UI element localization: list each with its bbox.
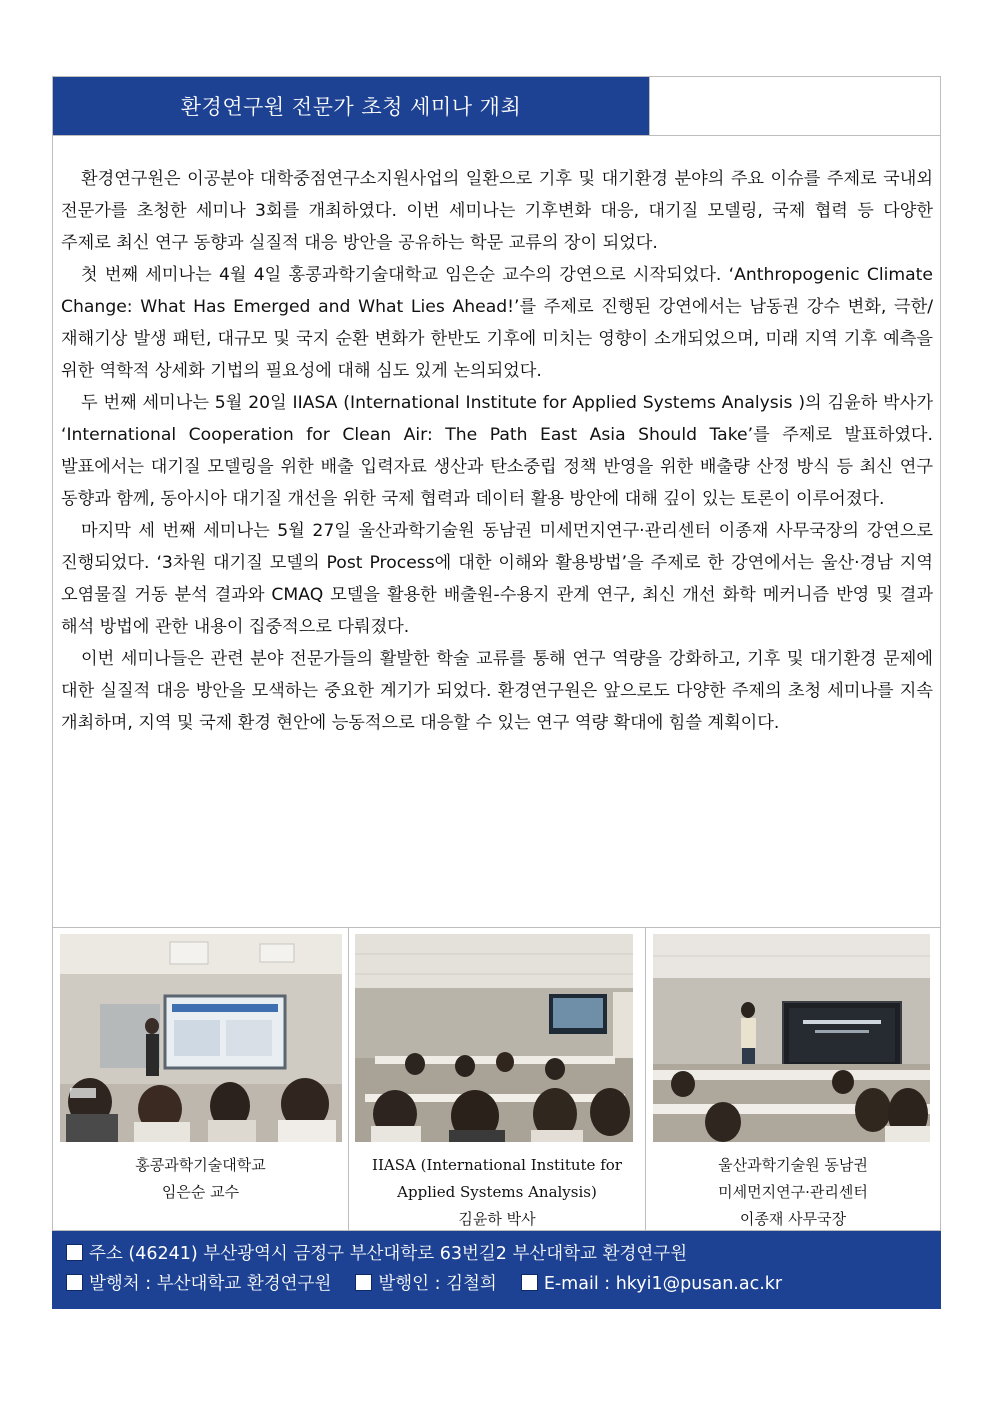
photo-caption-2 xyxy=(349,1152,645,1233)
photo-caption-3 xyxy=(646,1152,940,1233)
caption-line: 이종재 사무국장 xyxy=(739,1210,847,1228)
seminar-photo-1 xyxy=(60,934,342,1142)
caption-line: 울산과학기술원 동남권 xyxy=(718,1156,868,1174)
article-body xyxy=(61,163,933,739)
newsletter-frame xyxy=(52,76,941,1231)
square-bullet-icon xyxy=(355,1274,372,1291)
caption-line: Applied Systems Analysis) xyxy=(397,1183,597,1201)
photo-cell-2 xyxy=(349,928,646,1231)
footer-info-line xyxy=(66,1269,927,1299)
caption-line: 김윤하 박사 xyxy=(458,1210,536,1228)
caption-line: 임은순 교수 xyxy=(161,1183,240,1201)
square-bullet-icon xyxy=(66,1244,83,1261)
caption-line: IIASA (International Institute for xyxy=(372,1156,622,1174)
footer-publisher: 발행처 : 부산대학교 환경연구원 xyxy=(89,1274,332,1294)
footer-address: 주소 (46241) 부산광역시 금정구 부산대학로 63번길2 부산대학교 환경연구원 xyxy=(89,1244,688,1264)
seminar-photo-2 xyxy=(355,934,633,1142)
paragraph-seminar-1: 첫 번째 세미나는 4월 4일 홍콩과학기술대학교 임은순 교수의 강연으로 시작되었다. ‘Anthropogenic Climate Change: What Has Emerged and What Lies Ahead!’를 주제로 진행된 강연에서는 남동권 강수 변화, 극한/재해기상 발생 패턴, 대규모 및 국지 순환 변화가 한반도 기후에 미치는 영향이 소개되었으며, 미래 지역 기후 예측을 위한 역학적 상세화 기법의 필요성에 대해 심도 있게 논의되었다. xyxy=(61,265,933,381)
footer-address-line xyxy=(66,1239,927,1269)
photo-caption-1 xyxy=(53,1152,348,1206)
photo-cell-1 xyxy=(53,928,349,1231)
caption-line: 홍콩과학기술대학교 xyxy=(135,1156,266,1174)
photo-cell-3 xyxy=(646,928,940,1231)
seminar-photo-3 xyxy=(653,934,930,1142)
paragraph-seminar-2: 두 번째 세미나는 5월 20일 IIASA (International Institute for Applied Systems Analysis )의 김윤하 박사가 ‘International Cooperation for Clean Air: The Path East Asia Should Take’를 주제로 발표하였다. 발표에서는 대기질 모델링을 위한 배출 입력자료 생산과 탄소중립 정책 반영을 위한 배출량 산정 방식 등 최신 연구 동향과 함께, 동아시아 대기질 개선을 위한 국제 협력과 데이터 활용 방안에 대해 깊이 있는 토론이 이루어졌다. xyxy=(61,393,933,509)
photo-row xyxy=(53,927,940,1231)
paragraph-seminar-3: 마지막 세 번째 세미나는 5월 27일 울산과학기술원 동남권 미세먼지연구·관리센터 이종재 사무국장의 강연으로 진행되었다. ‘3차원 대기질 모델의 Post Process에 대한 이해와 활용방법’을 주제로 한 강연에서는 울산·경남 지역 오염물질 거동 분석 결과와 CMAQ 모델을 활용한 배출원-수용지 관계 연구, 최신 개선 화학 메커니즘 반영 및 결과 해석 방법에 관한 내용이 집중적으로 다뤄졌다. xyxy=(61,521,933,637)
footer-issuer: 발행인 : 김철희 xyxy=(378,1274,497,1294)
footer-email[interactable]: E-mail : hkyi1@pusan.ac.kr xyxy=(543,1274,783,1294)
square-bullet-icon xyxy=(66,1274,83,1291)
square-bullet-icon xyxy=(521,1274,538,1291)
paragraph-conclusion: 이번 세미나들은 관련 분야 전문가들의 활발한 학술 교류를 통해 연구 역량을 강화하고, 기후 및 대기환경 문제에 대한 실질적 대응 방안을 모색하는 중요한 계기가 되었다. 환경연구원은 앞으로도 다양한 주제의 초청 세미나를 지속 개최하며, 지역 및 국제 환경 현안에 능동적으로 대응할 수 있는 연구 역량 확대에 힘쓸 계획이다. xyxy=(61,649,933,733)
footer-bar xyxy=(52,1231,941,1309)
article-title: 환경연구원 전문가 초청 세미나 개최 xyxy=(53,77,650,135)
title-row xyxy=(53,77,940,136)
caption-line: 미세먼지연구·관리센터 xyxy=(718,1183,868,1201)
paragraph-intro: 환경연구원은 이공분야 대학중점연구소지원사업의 일환으로 기후 및 대기환경 분야의 주요 이슈를 주제로 국내외 전문가를 초청한 세미나 3회를 개최하였다. 이번 세미나는 기후변화 대응, 대기질 모델링, 국제 협력 등 다양한 주제로 최신 연구 동향과 실질적 대응 방안을 공유하는 학문 교류의 장이 되었다. xyxy=(61,169,933,253)
